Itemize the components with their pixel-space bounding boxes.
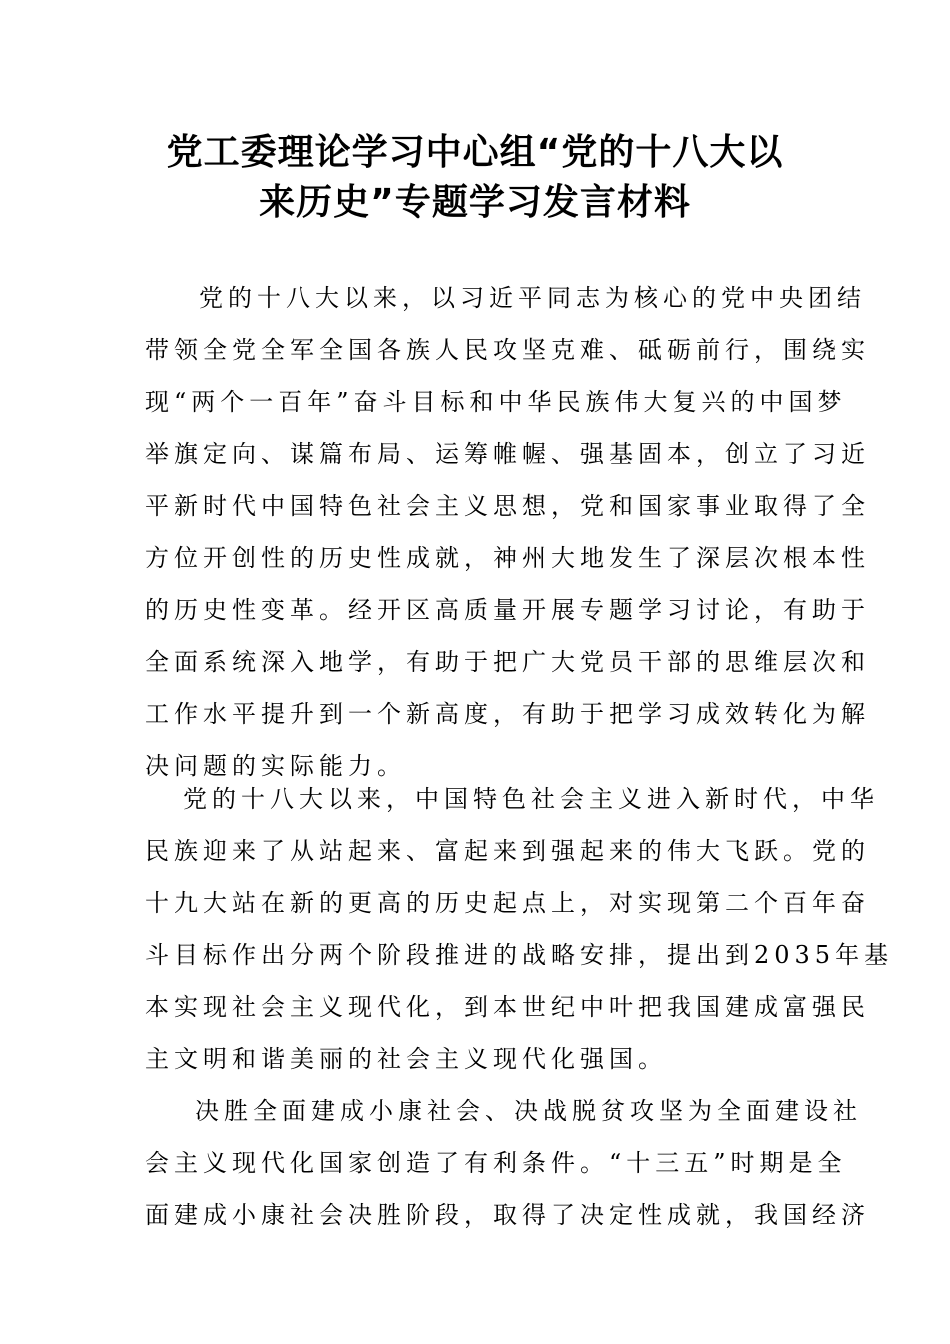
text-line: 主文明和谐美丽的社会主义现代化强国。 (145, 1045, 667, 1073)
text-line: 斗目标作出分两个阶段推进的战略安排，提出到2035年基 (145, 941, 894, 969)
text-line: 会主义现代化国家创造了有利条件。“十三五”时期是全 (145, 1149, 847, 1177)
text-line: 带领全党全军全国各族人民攻坚克难、砥砺前行，围绕实 (145, 336, 870, 364)
title-line: 来历史”专题学习发言材料 (259, 182, 691, 223)
text-line: 决问题的实际能力。 (145, 752, 406, 780)
text-line: 全面系统深入地学，有助于把广大党员干部的思维层次和 (145, 648, 870, 676)
paragraph-3 (145, 1085, 870, 1241)
paragraph-2 (145, 773, 894, 1085)
document-title (140, 128, 810, 228)
paragraph-1 (145, 272, 870, 792)
text-line: 本实现社会主义现代化，到本世纪中叶把我国建成富强民 (145, 993, 870, 1021)
text-line: 现“两个一百年”奋斗目标和中华民族伟大复兴的中国梦 (145, 388, 847, 416)
text-line: 工作水平提升到一个新高度，有助于把学习成效转化为解 (145, 700, 870, 728)
text-line: 面建成小康社会决胜阶段，取得了决定性成就，我国经济 (145, 1201, 870, 1229)
title-line: 党工委理论学习中心组“党的十八大以 (166, 132, 784, 173)
text-line: 方位开创性的历史性成就，神州大地发生了深层次根本性 (145, 544, 870, 572)
text-line: 民族迎来了从站起来、富起来到强起来的伟大飞跃。党的 (145, 837, 870, 865)
text-line: 决胜全面建成小康社会、决战脱贫攻坚为全面建设社 (195, 1097, 862, 1125)
text-line: 党的十八大以来，中国特色社会主义进入新时代，中华 (183, 785, 879, 813)
text-line: 举旗定向、谋篇布局、运筹帷幄、强基固本，创立了习近 (145, 440, 870, 468)
text-line: 党的十八大以来，以习近平同志为核心的党中央团结 (199, 284, 866, 312)
text-line: 十九大站在新的更高的历史起点上，对实现第二个百年奋 (145, 889, 870, 917)
text-line: 的历史性变革。经开区高质量开展专题学习讨论，有助于 (145, 596, 870, 624)
text-line: 平新时代中国特色社会主义思想，党和国家事业取得了全 (145, 492, 870, 520)
